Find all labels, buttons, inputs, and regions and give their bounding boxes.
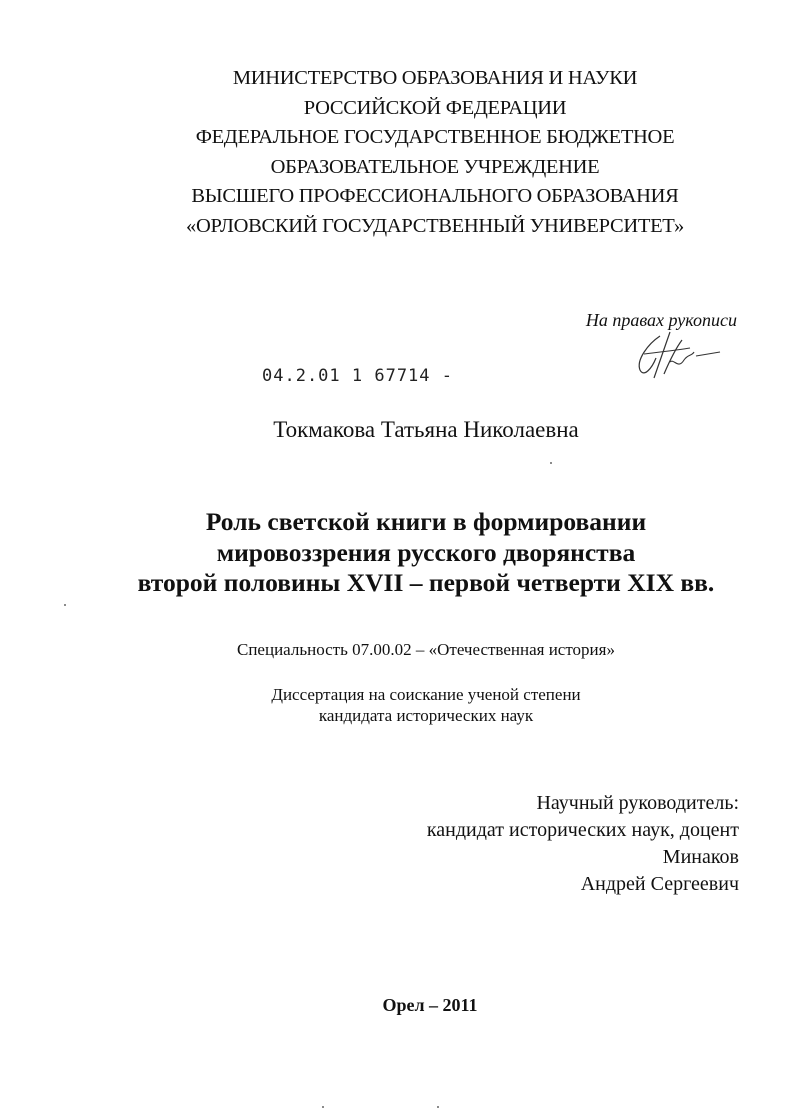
degree-statement [0, 684, 792, 726]
handwritten-signature [630, 330, 722, 382]
advisor-label: Научный руководитель: [536, 792, 739, 814]
scientific-advisor-block [427, 790, 739, 898]
scan-speck [64, 604, 66, 606]
registration-stamp-number: 04.2.01 1 67714 - [262, 366, 453, 386]
header-line: РОССИЙСКОЙ ФЕДЕРАЦИИ [303, 96, 567, 119]
header-line: ВЫСШЕГО ПРОФЕССИОНАЛЬНОГО ОБРАЗОВАНИЯ [191, 185, 679, 207]
degree-line-1: Диссертация на соискание ученой степени [271, 685, 581, 704]
institution-header [0, 64, 792, 241]
advisor-position: кандидат исторических наук, доцент [426, 819, 739, 841]
scan-speck [550, 462, 552, 464]
header-line: МИНИСТЕРСТВО ОБРАЗОВАНИЯ И НАУКИ [232, 67, 638, 89]
header-line: ФЕДЕРАЛЬНОЕ ГОСУДАРСТВЕННОЕ БЮДЖЕТНОЕ [195, 126, 675, 148]
title-line: второй половины XVII – первой четверти XIX вв. [137, 568, 715, 597]
title-line: мировоззрения русского дворянства [216, 537, 636, 567]
city-year-footer: Орел – 2011 [382, 995, 478, 1015]
advisor-surname: Минаков [662, 846, 739, 868]
advisor-name: Андрей Сергеевич [580, 873, 739, 895]
header-line: «ОРЛОВСКИЙ ГОСУДАРСТВЕННЫЙ УНИВЕРСИТЕТ» [186, 214, 684, 237]
header-line: ОБРАЗОВАТЕЛЬНОЕ УЧРЕЖДЕНИЕ [270, 155, 600, 178]
manuscript-rights-note: На правах рукописи [585, 310, 737, 330]
scan-speck [437, 1106, 439, 1108]
specialty-line: Специальность 07.00.02 – «Отечественная история» [237, 640, 615, 659]
scan-speck [322, 1106, 324, 1108]
author-name: Токмакова Татьяна Николаевна [273, 417, 579, 442]
degree-line-2: кандидата исторических наук [318, 706, 534, 725]
dissertation-title [0, 507, 792, 599]
title-line: Роль светской книги в формировании [205, 507, 647, 536]
